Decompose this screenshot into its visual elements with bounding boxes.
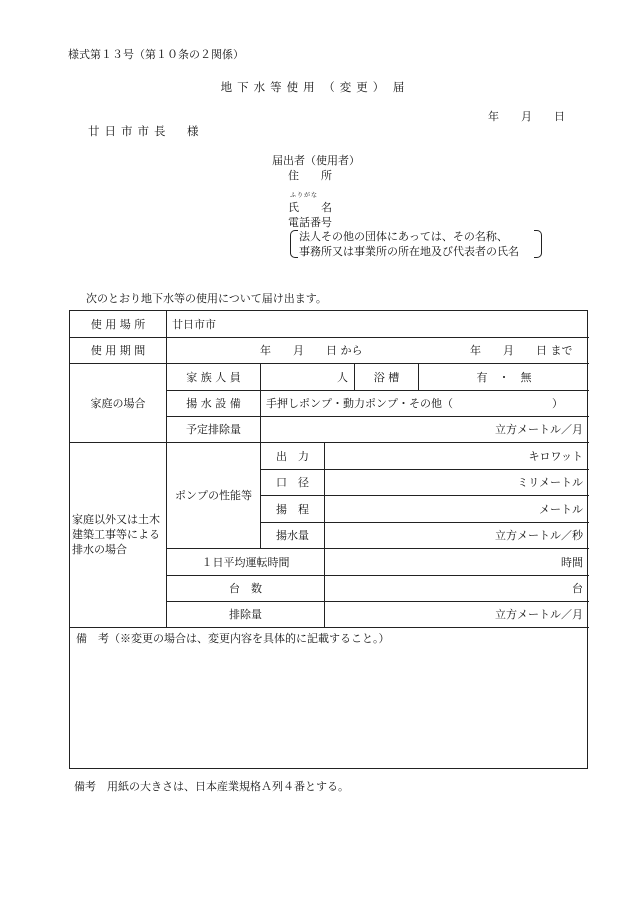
title-suffix: 届 xyxy=(392,80,410,94)
lift-field[interactable]: メートル xyxy=(539,502,583,516)
address-label: 住 所 xyxy=(288,169,332,182)
bore-field[interactable]: ミリメートル xyxy=(517,476,583,489)
units-label: 台 数 xyxy=(229,582,262,595)
bore-label: 口 径 xyxy=(276,476,309,489)
notification-table xyxy=(69,310,588,769)
phone-label: 電話番号 xyxy=(288,216,332,229)
household-label: 家庭の場合 xyxy=(90,396,146,410)
furigana-label: ふりがな xyxy=(290,192,319,199)
remarks-field[interactable] xyxy=(71,649,588,768)
pump-performance-label: ポンプの性能等 xyxy=(175,489,252,502)
location-label: 使 用 場 所 xyxy=(90,318,146,331)
location-field[interactable]: 廿日市市 xyxy=(172,318,216,331)
family-label: 家 族 人 員 xyxy=(186,370,241,384)
planned-drain-field[interactable]: 立方メートル／月 xyxy=(495,423,583,436)
date-line[interactable]: 年 月 日 xyxy=(488,110,565,123)
remarks-label: 備 考（※変更の場合は、変更内容を具体的に記載すること。） xyxy=(76,632,390,645)
bath-field[interactable]: 有 ・ 無 xyxy=(476,370,532,384)
period-from[interactable]: 年 月 日 から xyxy=(260,344,363,357)
name-label: 氏 名 xyxy=(288,201,332,214)
addressee: 廿日市市長 様 xyxy=(88,124,204,138)
bracket-left xyxy=(290,230,298,258)
footnote: 備考 用紙の大きさは、日本産業規格Ａ列４番とする。 xyxy=(74,780,349,793)
lift-label: 揚 程 xyxy=(276,502,309,516)
discharge-field[interactable]: 立方メートル／月 xyxy=(495,608,583,621)
pumpage-label: 揚水量 xyxy=(276,529,309,542)
output-field[interactable]: キロワット xyxy=(528,449,583,463)
corporate-note-line1: 法人その他の団体にあっては、その名称、 xyxy=(299,230,508,243)
pumpage-field[interactable]: 立方メートル／秒 xyxy=(495,529,583,542)
title-change: （変更） xyxy=(323,80,390,94)
corporate-note xyxy=(299,229,519,259)
bath-label: 浴 槽 xyxy=(373,370,400,384)
corporate-note-line2: 事務所又は事業所の所在地及び代表者の氏名 xyxy=(299,245,519,258)
period-to[interactable]: 年 月 日 まで xyxy=(470,344,573,357)
non-household-label: 家庭以外又は土木建築工事等による排水の場合 xyxy=(72,513,160,556)
discharge-label: 排除量 xyxy=(229,608,262,621)
form-title xyxy=(0,79,630,95)
notifier-heading: 届出者（使用者） xyxy=(272,154,360,167)
family-field[interactable]: 人 xyxy=(337,370,348,384)
daily-hours-field[interactable]: 時間 xyxy=(561,555,583,569)
bracket-right xyxy=(534,230,542,258)
title-main: 地下水等使用 xyxy=(220,80,320,94)
pump-equipment-field[interactable]: 手押しポンプ・動力ポンプ・その他（ ） xyxy=(266,397,563,410)
pump-equipment-label: 揚 水 設 備 xyxy=(186,397,241,410)
daily-hours-label: １日平均運転時間 xyxy=(201,555,290,569)
intro-text: 次のとおり地下水等の使用について届け出ます。 xyxy=(86,292,327,305)
output-label: 出 力 xyxy=(276,449,309,463)
units-field[interactable]: 台 xyxy=(572,582,583,595)
period-label: 使 用 期 間 xyxy=(90,344,146,357)
form-number: 様式第１３号（第１０条の２関係） xyxy=(68,48,244,61)
planned-drain-label: 予定排除量 xyxy=(186,423,241,436)
